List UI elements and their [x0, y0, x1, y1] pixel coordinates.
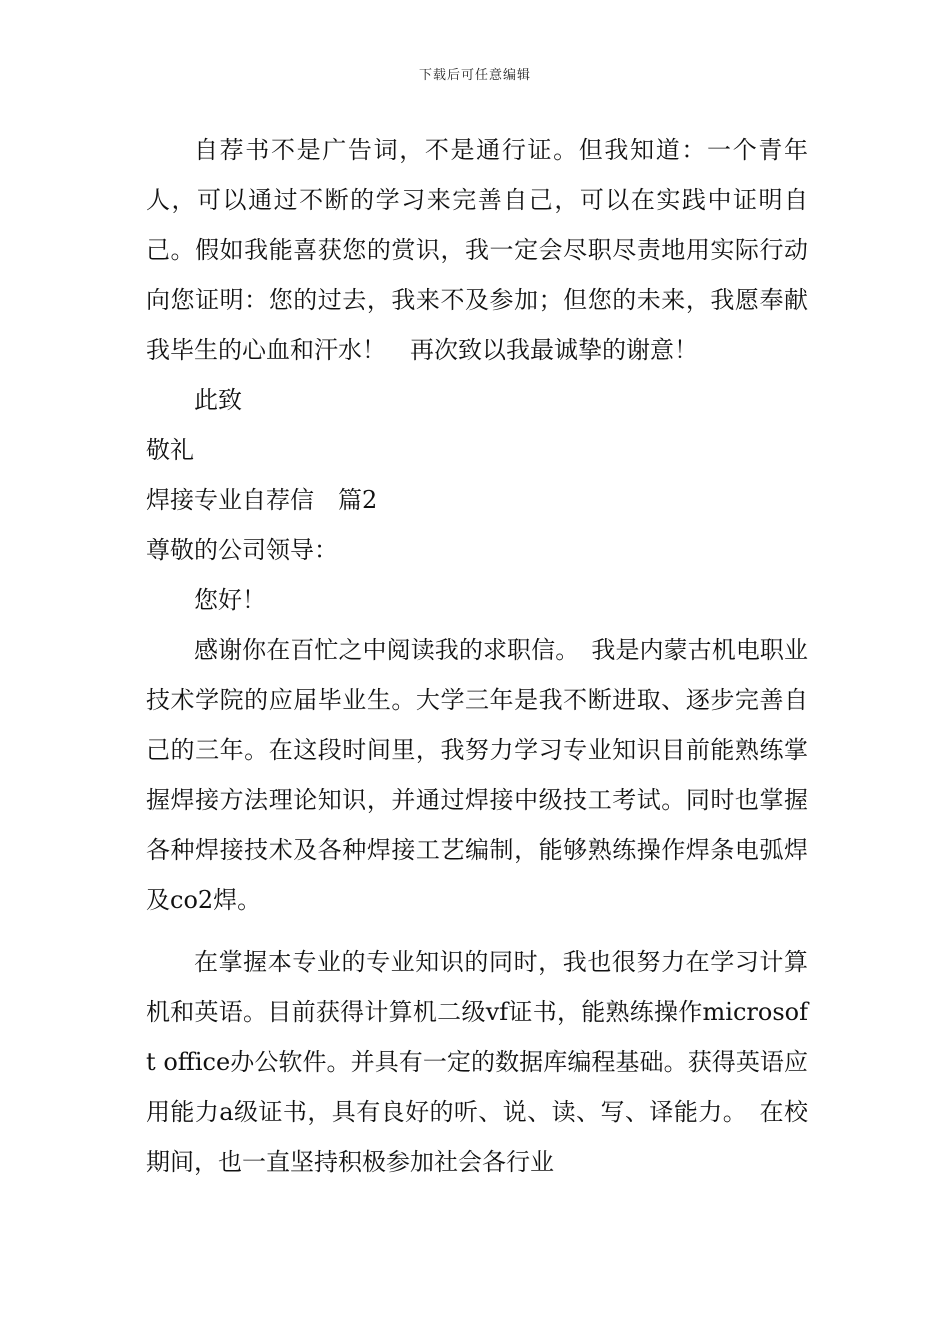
- paragraph-self-recommendation: 自荐书不是广告词，不是通行证。但我知道：一个青年人，可以通过不断的学习来完善自己，可以在实践中证明自己。假如我能喜获您的赏识，我一定会尽职尽责地用实际行动向您证明：您的过去，我来不及参加；但您的未来，我愿奉献我毕生的心血和汗水！ 再次致以我最诚挚的谢意！: [146, 136, 808, 364]
- closing-jingli: 敬礼: [146, 436, 194, 464]
- greeting: 您好！: [194, 586, 266, 614]
- page-header-note: 下载后可任意编辑: [418, 68, 531, 83]
- paragraph-skills: 在掌握本专业的专业知识的同时，我也很努力在学习计算机和英语。目前获得计算机二级vf证书，能熟练操作microsoft office办公软件。并具有一定的数据库编程基础。获得英语应用能力a级证书，具有良好的听、说、读、写、译能力。 在校期间，也一直坚持积极参加社会各行业: [146, 948, 808, 1176]
- document-body: [146, 125, 808, 1187]
- section-title: 焊接专业自荐信 篇2: [146, 486, 378, 514]
- paragraph-introduction: 感谢你在百忙之中阅读我的求职信。 我是内蒙古机电职业技术学院的应届毕业生。大学三年是我不断进取、逐步完善自己的三年。在这段时间里，我努力学习专业知识目前能熟练掌握焊接方法理论知识，并通过焊接中级技工考试。同时也掌握各种焊接技术及各种焊接工艺编制，能够熟练操作焊条电弧焊及co2焊。: [146, 636, 808, 914]
- closing-cizhi: 此致: [194, 386, 242, 414]
- salutation: 尊敬的公司领导：: [146, 536, 338, 564]
